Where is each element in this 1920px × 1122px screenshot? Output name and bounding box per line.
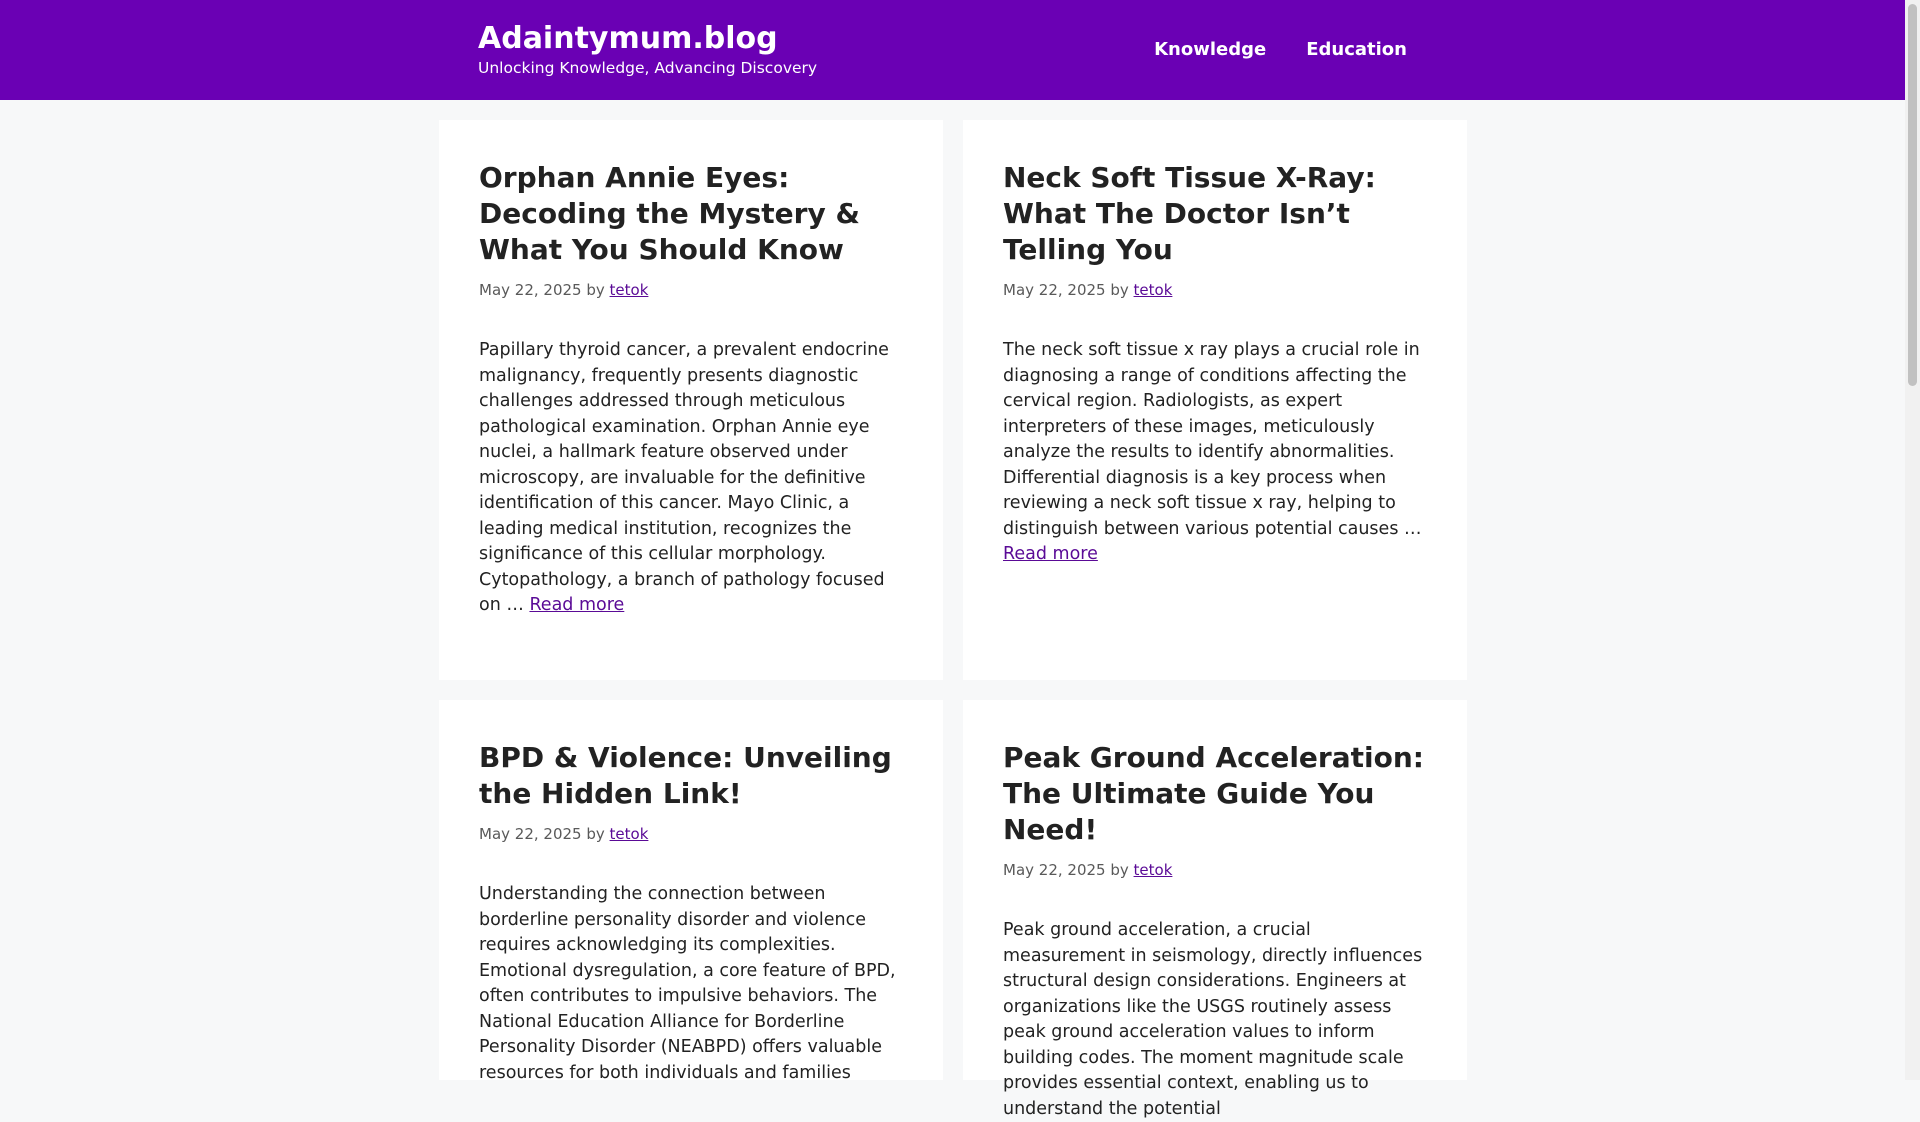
post-author-link[interactable]: tetok bbox=[1133, 281, 1173, 299]
scrollbar-thumb[interactable] bbox=[1908, 4, 1917, 386]
post-excerpt bbox=[479, 338, 903, 619]
post-by-label: by bbox=[1110, 861, 1129, 879]
post-author-link[interactable]: tetok bbox=[1133, 861, 1173, 879]
post-date: May 22, 2025 bbox=[1003, 861, 1106, 879]
site-tagline: Unlocking Knowledge, Advancing Discovery bbox=[478, 59, 818, 77]
post-title[interactable]: Orphan Annie Eyes: Decoding the Mystery & What You Should Know bbox=[479, 161, 860, 266]
post-excerpt-text: Understanding the connection between borderline personality disorder and violence requires acknowledging its complexities. Emotional dysregulation, a core feature of BPD, often contributes to impulsive behaviors. The National Education Alliance for Borderline Personality Disorder (NEABPD) offers valuable resources for both individuals and families bbox=[479, 884, 896, 1083]
post-card bbox=[439, 120, 943, 680]
post-date: May 22, 2025 bbox=[1003, 281, 1106, 299]
post-card bbox=[963, 700, 1467, 1119]
post-by-label: by bbox=[1110, 281, 1129, 299]
read-more-link[interactable]: Read more bbox=[529, 595, 625, 615]
page-scrollbar[interactable] bbox=[1905, 0, 1920, 1080]
post-excerpt bbox=[1003, 338, 1427, 568]
post-card bbox=[439, 700, 943, 1083]
post-date: May 22, 2025 bbox=[479, 825, 582, 843]
nav-item-knowledge[interactable]: Knowledge bbox=[1154, 39, 1267, 60]
post-excerpt-text: Papillary thyroid cancer, a prevalent endocrine malignancy, frequently presents diagnostic challenges addressed through meticulous pathological examination. Orphan Annie eye nuclei, a hallmark feature observed under microscopy, are invaluable for the definitive identification of this cancer. Mayo Clinic, a leading medical institution, recognizes the significance of this cellular morphology. Cytopathology, a branch of pathology focused on … bbox=[479, 340, 889, 615]
post-card bbox=[963, 120, 1467, 680]
post-title[interactable]: BPD & Violence: Unveiling the Hidden Link! bbox=[479, 741, 892, 810]
post-author-link[interactable]: tetok bbox=[609, 825, 649, 843]
post-date: May 22, 2025 bbox=[479, 281, 582, 299]
read-more-link[interactable]: Read more bbox=[1003, 544, 1098, 564]
post-title[interactable]: Neck Soft Tissue X-Ray: What The Doctor Isn’t Telling You bbox=[1003, 161, 1376, 266]
post-excerpt-text: Peak ground acceleration, a crucial measurement in seismology, directly influences structural design considerations. Engineers at organizations like the USGS routinely assess peak ground acceleration values to inform building codes. The moment magnitude scale provides essential context, enabling us to understand the potential bbox=[1003, 920, 1423, 1119]
post-excerpt bbox=[1003, 918, 1427, 1122]
site-header bbox=[0, 0, 1905, 100]
post-excerpt bbox=[479, 882, 903, 1086]
post-by-label: by bbox=[586, 825, 605, 843]
post-meta bbox=[1003, 280, 1427, 300]
post-excerpt-text: The neck soft tissue x ray plays a crucial role in diagnosing a range of conditions affecting the cervical region. Radiologists, as expert interpreters of these images, meticulously analyze the results to identify abnormalities. Differential diagnosis is a key process when reviewing a neck soft tissue x ray, helping to distinguish between various potential causes … bbox=[1003, 340, 1422, 539]
post-meta bbox=[479, 824, 903, 844]
post-meta bbox=[479, 280, 903, 300]
main-navigation bbox=[1154, 36, 1407, 64]
nav-item-education[interactable]: Education bbox=[1306, 39, 1407, 60]
post-title[interactable]: Peak Ground Acceleration: The Ultimate Guide You Need! bbox=[1003, 741, 1424, 846]
post-meta bbox=[1003, 860, 1427, 880]
post-by-label: by bbox=[586, 281, 605, 299]
site-title-link[interactable]: Adaintymum.blog bbox=[478, 21, 778, 56]
post-author-link[interactable]: tetok bbox=[609, 281, 649, 299]
